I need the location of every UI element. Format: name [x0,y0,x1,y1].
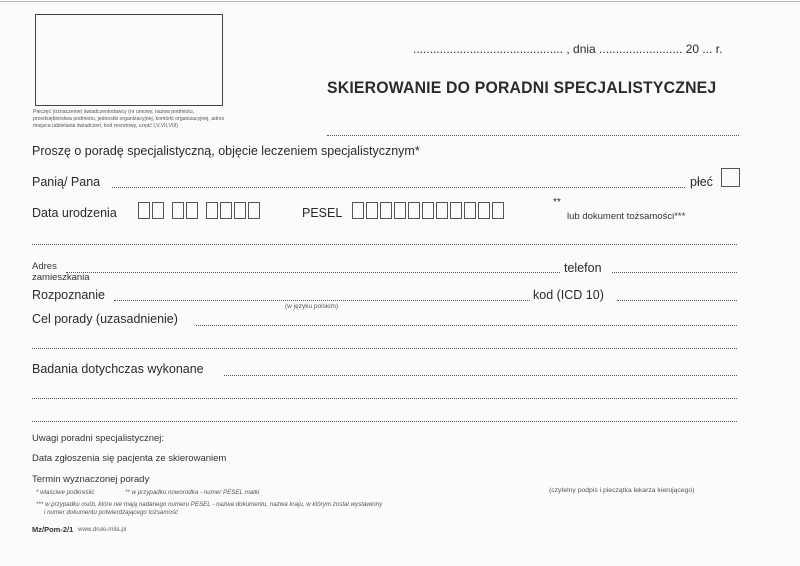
patient-name-label: Panią/ Pana [32,175,101,189]
digit-box[interactable] [380,202,392,219]
footnote-3b: i numer dokumentu potwierdzającego tożsamość [44,509,179,516]
digit-box[interactable] [138,202,150,219]
digit-box[interactable] [352,202,364,219]
icd-label: kod (ICD 10) [533,288,604,302]
form-code: Mz/Pom-2/1 [32,525,74,534]
tests-field[interactable] [224,375,737,376]
top-edge-line [0,1,800,2]
tests-field-line-2[interactable] [32,398,737,399]
digit-box[interactable] [394,202,406,219]
phone-label: telefon [564,261,602,275]
address-label: Adres zamieszkania [32,261,90,283]
sex-box[interactable] [721,168,740,187]
digit-box[interactable] [206,202,218,219]
stamp-caption: Pieczęć (oznaczenie) świadczeniodawcy (nr umowy, nazwa podmiotu, przedsiębiorstwa podmiotu, jednostki organizacyjnej, komórki organizacyjnej, adres miejsca udzielania świadczeń, kod resortowy, część I,V,VII,VIII) [33,109,225,129]
digit-box[interactable] [248,202,260,219]
tests-label: Badania dotychczas wykonane [32,362,204,376]
address-field[interactable] [66,272,560,273]
digit-box[interactable] [492,202,504,219]
clinic-remarks-label: Uwagi poradni specjalistycznej: [32,433,165,444]
registration-date-label: Data zgłoszenia się pacjenta ze skierowaniem [32,453,227,464]
digit-box[interactable] [220,202,232,219]
digit-box[interactable] [422,202,434,219]
form-title: SKIEROWANIE DO PORADNI SPECJALISTYCZNEJ [327,78,717,97]
diagnosis-field[interactable] [114,300,530,301]
footnote-2: ** w przypadku noworodka - numer PESEL matki [125,489,260,496]
pesel-label: PESEL [302,206,343,220]
identity-doc-field[interactable] [32,244,737,245]
patient-name-field[interactable] [112,187,685,188]
purpose-label: Cel porady (uzasadnienie) [32,312,178,326]
digit-box[interactable] [450,202,462,219]
icd-field[interactable] [617,300,737,301]
stamp-box[interactable] [35,14,223,106]
digit-box[interactable] [152,202,164,219]
diagnosis-label: Rozpoznanie [32,288,105,302]
clinic-name-line[interactable] [327,135,739,136]
footnote-1: * właściwe podkreślić [36,489,95,496]
website: www.druki-mila.pl [78,526,127,533]
tests-field-line-3[interactable] [32,421,737,422]
identity-doc-label: lub dokument tożsamości*** [567,211,686,222]
digit-box[interactable] [436,202,448,219]
purpose-field[interactable] [196,325,737,326]
phone-field[interactable] [612,272,737,273]
digit-box[interactable] [408,202,420,219]
birth-date-label: Data urodzenia [32,206,117,220]
digit-box[interactable] [366,202,378,219]
digit-box[interactable] [464,202,476,219]
diagnosis-note: (w języku polskim) [285,303,339,310]
digit-box[interactable] [478,202,490,219]
request-text: Proszę o poradę specjalistyczną, objęcie leczeniem specjalistycznym* [32,144,420,158]
purpose-field-line-2[interactable] [32,348,737,349]
appointment-label: Termin wyznaczonej porady [32,474,150,485]
digit-box[interactable] [234,202,246,219]
footnote-3a: *** w przypadku osób, które nie mają nadanego numeru PESEL - nazwa dokumentu, nazwa kraju, w którym został wystawiony [36,501,383,508]
date-line[interactable]: ............................................. , dnia ......................... 20 ... r. [413,42,723,56]
signature-label: (czytelny podpis i pieczątka lekarza kierującego) [549,487,695,494]
digit-box[interactable] [186,202,198,219]
pesel-marker: ** [553,197,561,208]
digit-box[interactable] [172,202,184,219]
sex-label: płeć [690,175,713,189]
